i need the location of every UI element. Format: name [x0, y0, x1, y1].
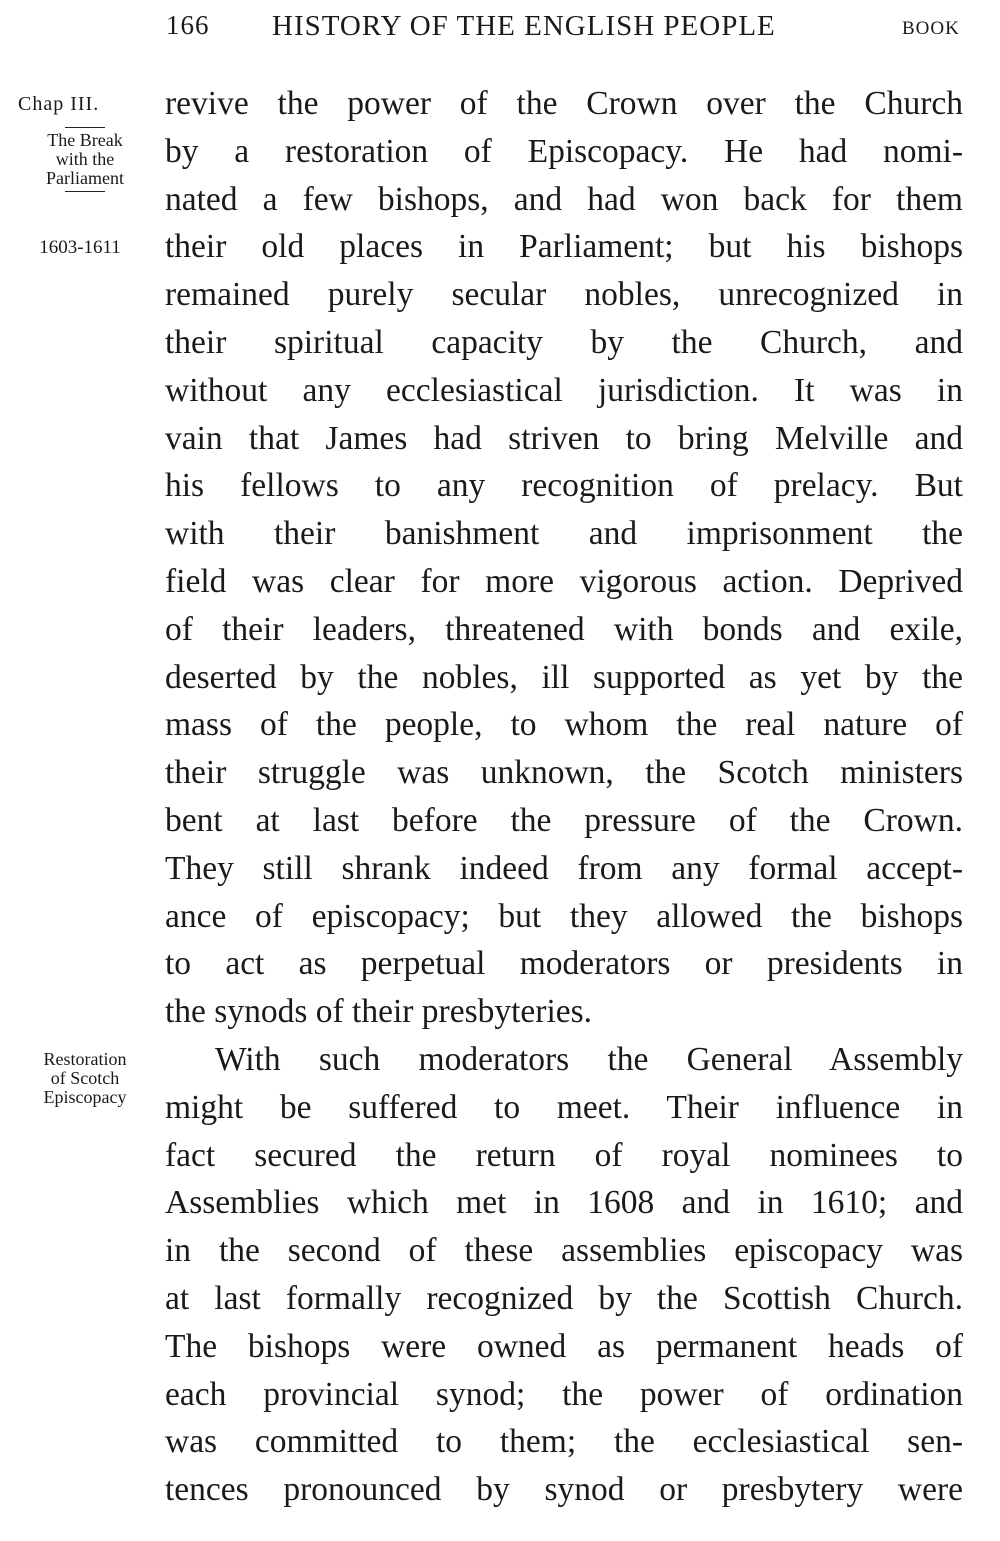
- page-number: 166: [166, 10, 210, 40]
- margin-note-line: of Scotch: [50, 1068, 120, 1088]
- text-line: deserted by the nobles, ill supported as yet by the: [165, 658, 963, 696]
- text-line: They still shrank indeed from any formal accept-: [165, 849, 963, 887]
- margin-note-line: Parliament: [46, 168, 124, 188]
- text-line: ance of episcopacy; but they allowed the bishops: [165, 897, 963, 935]
- book-label: BOOK: [902, 18, 960, 39]
- text-line: was committed to them; the ecclesiastical sen-: [165, 1423, 963, 1461]
- text-line: by a restoration of Episcopacy. He had nomi-: [165, 132, 963, 170]
- text-line: the synods of their presbyteries.: [165, 993, 593, 1031]
- margin-note-line: Episcopacy: [43, 1087, 127, 1107]
- running-title: HISTORY OF THE ENGLISH PEOPLE: [272, 10, 776, 42]
- paragraph-2: [165, 1036, 963, 1514]
- text-line: The bishops were owned as permanent heads of: [165, 1327, 963, 1365]
- margin-note-line: with the: [55, 149, 115, 169]
- margin-chapter-label: Chap III.: [18, 93, 100, 115]
- margin-note-line: Restoration: [43, 1049, 127, 1069]
- text-line: their struggle was unknown, the Scotch ministers: [165, 754, 963, 792]
- margin-rule: [65, 127, 105, 128]
- text-line: remained purely secular nobles, unrecognized in: [165, 276, 963, 314]
- text-line: each provincial synod; the power of ordination: [165, 1375, 963, 1413]
- text-line: vain that James had striven to bring Melville and: [165, 419, 963, 457]
- text-line: with their banishment and imprisonment the: [165, 515, 963, 553]
- text-line: in the second of these assemblies episcopacy was: [165, 1232, 963, 1270]
- text-line: bent at last before the pressure of the Crown.: [165, 801, 963, 839]
- text-line: their old places in Parliament; but his bishops: [165, 228, 963, 266]
- margin-note-restoration-of-episcopacy: [10, 1050, 160, 1107]
- text-line: to act as perpetual moderators or presidents in: [165, 945, 963, 983]
- text-line: revive the power of the Crown over the Church: [165, 85, 963, 122]
- text-line: Assemblies which met in 1608 and in 1610; and: [165, 1184, 963, 1222]
- text-line: might be suffered to meet. Their influence in: [165, 1088, 963, 1126]
- margin-rule: [65, 191, 105, 192]
- text-line: his fellows to any recognition of prelacy. But: [165, 467, 963, 505]
- text-line: nated a few bishops, and had won back for them: [165, 180, 963, 218]
- text-line: With such moderators the General Assembly: [215, 1041, 963, 1078]
- text-line: their spiritual capacity by the Church, and: [165, 323, 963, 361]
- text-line: of their leaders, threatened with bonds and exile,: [165, 610, 963, 648]
- margin-note-break-with-parliament: [10, 124, 160, 195]
- text-line: fact secured the return of royal nominees to: [165, 1136, 963, 1174]
- text-line: without any ecclesiastical jurisdiction. It was in: [165, 371, 963, 409]
- paragraph-1: [165, 80, 963, 1036]
- text-line: mass of the people, to whom the real nature of: [165, 706, 963, 744]
- text-line: at last formally recognized by the Scottish Church.: [165, 1279, 963, 1317]
- text-line: tences pronounced by synod or presbytery were: [165, 1471, 963, 1509]
- text-line: field was clear for more vigorous action. Deprived: [165, 562, 963, 600]
- margin-note-line: The Break: [47, 130, 123, 150]
- running-head: [0, 10, 1000, 50]
- margin-date-range: 1603-1611: [39, 237, 121, 258]
